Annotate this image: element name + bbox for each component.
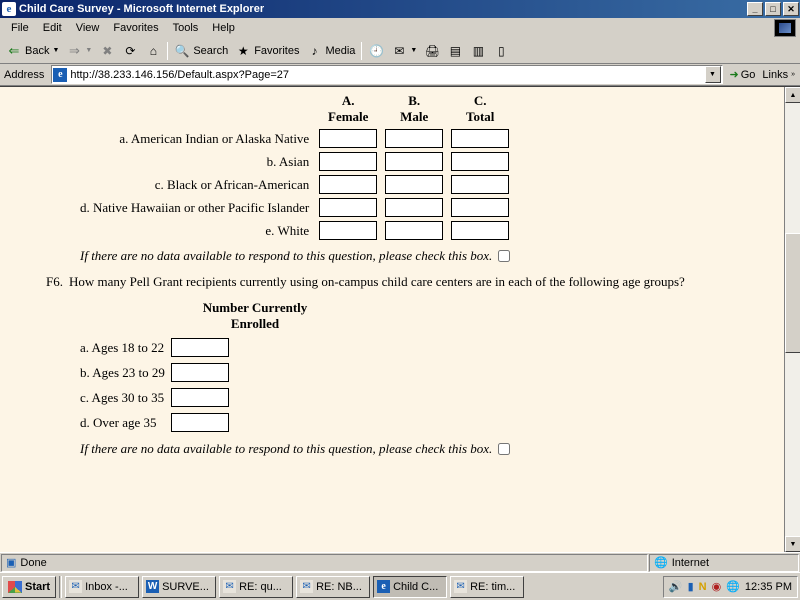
- race-no-data-row: [80, 248, 784, 264]
- refresh-button[interactable]: [119, 40, 141, 62]
- menu-item-file[interactable]: File: [11, 21, 29, 34]
- links-button[interactable]: [762, 69, 798, 81]
- scroll-up-button[interactable]: ▲: [785, 87, 800, 103]
- links-label: Links: [762, 68, 789, 81]
- col-c-header: C. Total: [466, 93, 495, 124]
- taskbar-item-re-tim[interactable]: [450, 576, 524, 598]
- status-page-icon: ▣: [6, 557, 17, 569]
- table-row: [80, 127, 513, 150]
- media-icon: ♪: [311, 43, 318, 58]
- race-ethnicity-table: [80, 93, 513, 242]
- table-header-row: [80, 93, 513, 127]
- stop-button[interactable]: [96, 40, 118, 62]
- document-body: [0, 87, 784, 552]
- taskbar: [0, 572, 800, 600]
- pell-column-header-line1: Number Currently: [202, 300, 308, 316]
- ie-icon: e: [377, 580, 390, 593]
- table-row: [80, 360, 235, 385]
- go-icon: ➜: [729, 69, 739, 81]
- pell-d-input[interactable]: [171, 413, 229, 432]
- scroll-thumb[interactable]: [785, 233, 800, 353]
- pell-no-data-checkbox[interactable]: [498, 443, 510, 455]
- status-message-cell: [1, 554, 648, 572]
- mail-icon: ✉: [223, 580, 236, 593]
- start-label: Start: [25, 580, 51, 593]
- history-icon: 🕘: [368, 43, 384, 58]
- home-button[interactable]: [142, 40, 164, 62]
- back-label: Back: [25, 44, 50, 57]
- history-button[interactable]: [365, 40, 387, 62]
- taskbar-item-label: RE: qu...: [239, 580, 282, 593]
- race-d-total-input[interactable]: [451, 198, 509, 217]
- menu-item-favorites[interactable]: Favorites: [113, 21, 159, 34]
- race-row-label-e: e. White: [265, 222, 310, 238]
- page-area: [0, 86, 800, 552]
- race-c-female-input[interactable]: [319, 175, 377, 194]
- table-row: [80, 219, 513, 242]
- table-row: [80, 410, 235, 435]
- race-b-total-input[interactable]: [451, 152, 509, 171]
- pell-c-input[interactable]: [171, 388, 229, 407]
- pell-a-input[interactable]: [171, 338, 229, 357]
- messenger-icon: ▯: [498, 43, 505, 58]
- minimize-button[interactable]: _: [747, 2, 763, 16]
- menu-item-help[interactable]: Help: [212, 21, 235, 34]
- toolbar: [0, 38, 800, 64]
- globe-icon[interactable]: 🌐: [726, 581, 740, 593]
- menu-item-tools[interactable]: Tools: [172, 21, 199, 34]
- mail-icon: ✉: [69, 580, 82, 593]
- pell-row-label-c: c. Ages 30 to 35: [80, 389, 165, 405]
- taskbar-item-label: RE: NB...: [316, 580, 362, 593]
- edit-button[interactable]: [444, 40, 466, 62]
- mail-dropdown-icon[interactable]: ▼: [410, 47, 418, 54]
- taskbar-item-inbox[interactable]: [65, 576, 139, 598]
- back-arrow-icon: ⇐: [8, 43, 20, 58]
- edit-icon: ▤: [449, 43, 462, 58]
- survey-form: [0, 93, 784, 457]
- stop-icon: ✖: [102, 43, 113, 58]
- pell-row-label-b: b. Ages 23 to 29: [80, 364, 165, 380]
- table-row: [80, 150, 513, 173]
- race-d-male-input[interactable]: [385, 198, 443, 217]
- print-button[interactable]: [421, 40, 443, 62]
- search-button[interactable]: [171, 40, 231, 62]
- address-url-text: http://38.233.146.156/Default.aspx?Page=27: [70, 68, 290, 81]
- question-f6: [0, 274, 784, 290]
- race-a-total-input[interactable]: [451, 129, 509, 148]
- pell-row-label-d: d. Over age 35: [80, 414, 157, 430]
- media-label: Media: [325, 44, 356, 57]
- forward-dropdown-icon[interactable]: ▼: [85, 47, 93, 54]
- race-b-male-input[interactable]: [385, 152, 443, 171]
- print-icon: 🖨: [424, 43, 440, 58]
- ie-logo-icon: e: [2, 2, 16, 16]
- page-favicon-icon: e: [53, 68, 67, 82]
- status-zone-cell: [649, 554, 799, 572]
- pell-column-header-line2: Enrolled: [230, 315, 280, 331]
- search-label: Search: [193, 44, 229, 57]
- mail-button[interactable]: [388, 40, 420, 62]
- maximize-button[interactable]: □: [765, 2, 781, 16]
- word-icon: W: [147, 581, 158, 592]
- volume-icon[interactable]: 🔊: [668, 581, 683, 593]
- go-button[interactable]: [726, 68, 760, 81]
- taskbar-item-label: RE: tim...: [470, 580, 516, 593]
- race-no-data-checkbox[interactable]: [498, 250, 510, 262]
- norton-icon[interactable]: N: [698, 580, 707, 593]
- race-b-female-input[interactable]: [319, 152, 377, 171]
- pell-no-data-row: [80, 441, 784, 457]
- discuss-button[interactable]: [467, 40, 489, 62]
- pell-column-header: [175, 300, 335, 331]
- race-e-female-input[interactable]: [319, 221, 377, 240]
- star-icon: ★: [237, 43, 249, 58]
- pell-no-data-text: If there are no data available to respond to this question, please check this box.: [80, 441, 493, 457]
- pell-b-input[interactable]: [171, 363, 229, 382]
- race-row-label-b: b. Asian: [266, 153, 310, 169]
- col-b-header: B. Male: [400, 93, 429, 124]
- back-button[interactable]: [3, 40, 62, 62]
- clock[interactable]: 12:35 PM: [744, 580, 792, 593]
- question-f6-number: F6.: [46, 274, 63, 289]
- taskbar-item-re-nb[interactable]: [296, 576, 370, 598]
- toolbar-separator-1: [167, 42, 168, 60]
- forward-button[interactable]: [63, 40, 95, 62]
- vertical-scrollbar[interactable]: [784, 87, 800, 552]
- taskbar-item-label: Inbox -...: [85, 580, 128, 593]
- ie-banner-icon: [774, 19, 796, 37]
- race-e-male-input[interactable]: [385, 221, 443, 240]
- taskbar-item-survey[interactable]: [142, 576, 216, 598]
- race-e-total-input[interactable]: [451, 221, 509, 240]
- pell-row-label-a: a. Ages 18 to 22: [80, 339, 165, 355]
- go-label: Go: [740, 68, 756, 81]
- messenger-button[interactable]: [490, 40, 512, 62]
- search-icon: 🔍: [174, 43, 190, 58]
- status-message: Done: [20, 556, 47, 569]
- favorites-button[interactable]: [232, 40, 302, 62]
- title-bar: [0, 0, 800, 18]
- mail-icon: ✉: [454, 580, 467, 593]
- refresh-icon: ⟳: [125, 43, 136, 58]
- back-dropdown-icon[interactable]: ▼: [52, 47, 60, 54]
- race-row-label-c: c. Black or African-American: [154, 176, 310, 192]
- home-icon: ⌂: [149, 43, 157, 58]
- race-no-data-text: If there are no data available to respond to this question, please check this box.: [80, 248, 493, 263]
- race-c-total-input[interactable]: [451, 175, 509, 194]
- pell-grant-table: [80, 335, 235, 435]
- taskbar-item-child-care[interactable]: [373, 576, 447, 598]
- toolbar-separator-2: [361, 42, 362, 60]
- address-label: Address: [4, 68, 45, 81]
- scroll-track[interactable]: [785, 103, 800, 536]
- address-dropdown-icon[interactable]: ▼: [705, 66, 721, 83]
- shield-icon[interactable]: ▮: [687, 581, 694, 593]
- race-c-male-input[interactable]: [385, 175, 443, 194]
- network-icon[interactable]: ◉: [711, 581, 722, 593]
- forward-arrow-icon: ⇒: [68, 43, 80, 58]
- discuss-icon: ▥: [472, 43, 485, 58]
- table-row: [80, 173, 513, 196]
- taskbar-item-label: Child C...: [393, 580, 439, 593]
- menu-item-view[interactable]: View: [75, 21, 100, 34]
- question-f6-text: How many Pell Grant recipients currently using on-campus child care centers are in each of the following age groups?: [68, 274, 685, 289]
- window-controls: [747, 2, 799, 16]
- taskbar-item-label: SURVE...: [162, 580, 209, 593]
- status-bar: [0, 552, 800, 572]
- address-bar: [0, 64, 800, 86]
- mail-icon: ✉: [300, 580, 313, 593]
- col-a-header: A. Female: [328, 93, 369, 124]
- menu-bar: [0, 18, 800, 38]
- windows-flag-icon: [8, 581, 22, 593]
- menu-item-edit[interactable]: Edit: [42, 21, 62, 34]
- race-row-label-d: d. Native Hawaiian or other Pacific Islander: [80, 199, 310, 215]
- system-tray: [663, 576, 798, 598]
- scroll-down-button[interactable]: ▼: [785, 536, 800, 552]
- globe-icon: 🌐: [654, 557, 668, 569]
- taskbar-item-re-qu[interactable]: [219, 576, 293, 598]
- table-row: [80, 196, 513, 219]
- table-row: [80, 335, 235, 360]
- status-zone: Internet: [671, 556, 710, 569]
- links-chevron-icon: »: [791, 71, 795, 78]
- start-button[interactable]: [2, 576, 56, 598]
- address-input[interactable]: [51, 65, 722, 84]
- mail-icon: ✉: [394, 43, 405, 58]
- race-row-label-a: a. American Indian or Alaska Native: [119, 130, 310, 146]
- table-row: [80, 385, 235, 410]
- taskbar-separator: [59, 576, 62, 598]
- race-a-female-input[interactable]: [319, 129, 377, 148]
- window-title: Child Care Survey - Microsoft Internet Explorer: [19, 3, 265, 15]
- favorites-label: Favorites: [254, 44, 300, 57]
- media-button[interactable]: [303, 40, 358, 62]
- close-button[interactable]: ✕: [783, 2, 799, 16]
- race-d-female-input[interactable]: [319, 198, 377, 217]
- race-a-male-input[interactable]: [385, 129, 443, 148]
